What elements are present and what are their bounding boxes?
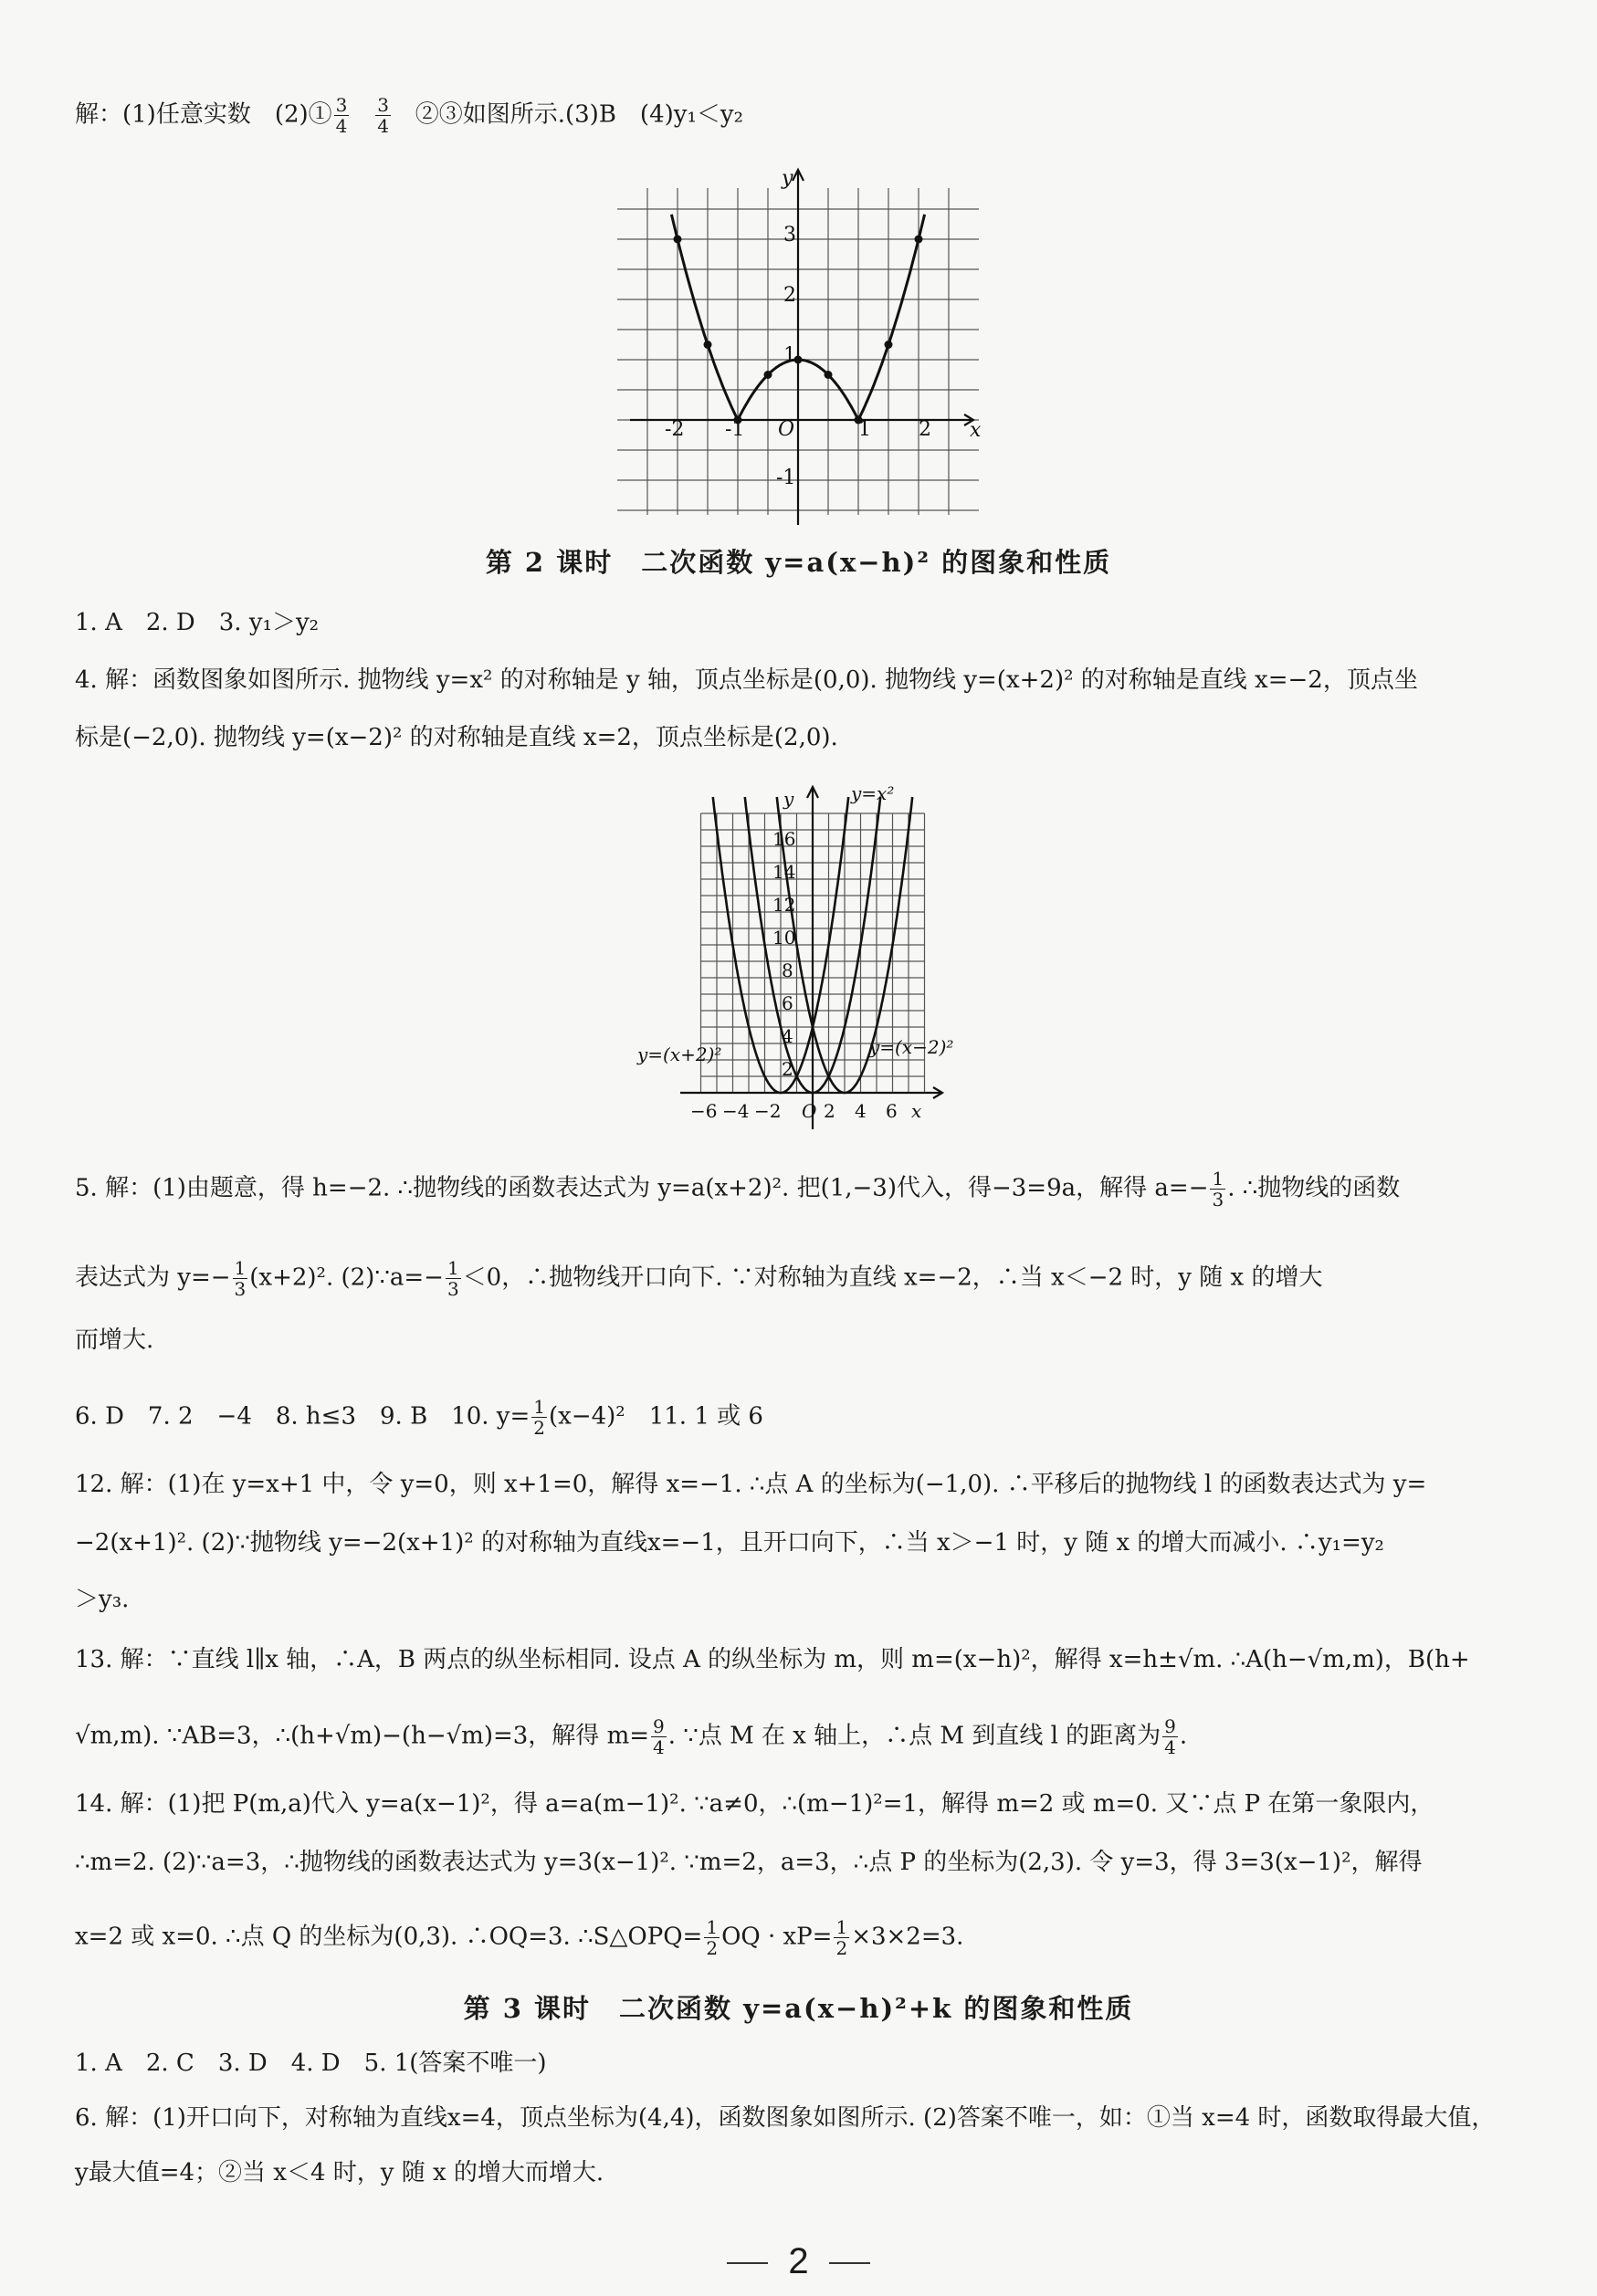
answer-14-line1: 14. 解：(1)把 P(m,a)代入 y=a(x−1)²，得 a=a(m−1)². ∵a≠0，∴(m−1)²=1，解得 m=2 或 m=0. 又∵点 P 在第一象限内， [75,1790,1434,1818]
text: (x+2)². (2)∵a=− [249,1263,444,1292]
text: . [1179,1722,1188,1750]
graph-abs-parabola [612,164,995,529]
text: 5. 解：(1)由题意，得 h=−2. ∴抛物线的函数表达式为 y=a(x+2)². 把(1,−3)代入，得−3=9a，解得 a=− [75,1174,1209,1202]
y-tick: -1 [776,467,796,489]
y-axis-label: y [783,788,794,810]
text: . ∴抛物线的函数 [1227,1174,1401,1202]
text: (x−4)² 11. 1 或 6 [549,1402,763,1431]
x-tick: 1 [858,418,871,441]
answer-6-line2: y最大值=4；②当 x＜4 时，y 随 x 的增大而增大. [75,2159,604,2186]
x-axis-label: x [911,1100,922,1122]
answer-13-line2 [75,1716,1536,1757]
data-point [825,371,833,379]
curve-label-left: y=(x+2)² [637,1043,722,1065]
data-point [674,236,682,244]
answer-4-line2: 标是(−2,0). 抛物线 y=(x−2)² 的对称轴是直线 x=2，顶点坐标是(2,0). [75,724,838,751]
fraction: $\frac{1}{2}$ [533,1396,546,1439]
answer-5-line2 [75,1258,1536,1299]
answer-4-line1: 4. 解：函数图象如图所示. 抛物线 y=x² 的对称轴是 y 轴，顶点坐标是(0,0). 抛物线 y=(x+2)² 的对称轴是直线 x=−2，顶点坐 [75,666,1418,694]
page-number [0,2241,1597,2282]
fraction: $\frac{1}{2}$ [706,1916,719,1959]
y-axis-label: y [782,167,793,190]
curve-label-right: y=(x−2)² [869,1036,954,1058]
answer-14-line2: ∴m=2. (2)∵a=3，∴抛物线的函数表达式为 y=3(x−1)². ∵m=2，a=3，∴点 P 的坐标为(2,3). 令 y=3，得 3=3(x−1)²，解得 [75,1849,1423,1876]
y-tick: 8 [782,959,793,981]
text: ＜0，∴抛物线开口向下. ∵对称轴为直线 x=−2，∴当 x＜−2 时，y 随 x 的增大 [462,1263,1323,1292]
fraction: $\frac{1}{3}$ [1212,1168,1224,1211]
text: OQ · xP= [721,1923,833,1951]
fraction: $\frac{9}{4}$ [653,1715,665,1758]
answers-1-5: 1. A 2. C 3. D 4. D 5. 1(答案不唯一) [75,2050,547,2077]
x-tick: 4 [855,1100,867,1122]
fraction: $\frac{3}{4}$ [377,94,389,137]
origin-label: O [778,418,795,441]
data-point [885,341,893,349]
y-tick: 2 [783,284,796,307]
fraction: $\frac{3}{4}$ [335,94,348,137]
y-tick: 12 [772,894,796,916]
graph-three-parabolas [630,778,995,1134]
answer-13-line1: 13. 解：∵直线 l∥x 轴，∴A，B 两点的纵坐标相同. 设点 A 的纵坐标为 m，则 m=(x−h)²，解得 x=h±√m. ∴A(h−√m,m)，B(h+ [75,1646,1470,1673]
y-tick: 4 [782,1025,793,1047]
curve-label-x2: y=x² [851,782,895,804]
section-title-2: 第 2 课时 二次函数 y=a(x−h)² 的图象和性质 [485,547,1112,578]
y-tick: 10 [772,927,796,949]
answer-14-part1 [75,95,1536,136]
text: √m,m). ∵AB=3，∴(h+√m)−(h−√m)=3，解得 m= [75,1722,650,1750]
text: . ∵点 M 在 x 轴上，∴点 M 到直线 l 的距离为 [667,1722,1161,1750]
x-tick: -1 [725,418,745,441]
y-tick: 1 [783,344,796,367]
fraction: $\frac{1}{3}$ [234,1257,247,1300]
x-tick: 6 [886,1100,898,1122]
answers-6-11 [75,1397,1536,1438]
data-point [915,236,923,244]
text: 表达式为 y=− [75,1263,231,1292]
text: ×3×2=3. [851,1923,964,1951]
answer-5-line1 [75,1169,1536,1210]
answer-14-line3 [75,1917,1536,1958]
answer-12-line3: ＞y₃. [75,1586,130,1613]
answer-12-line2: −2(x+1)². (2)∵抛物线 y=−2(x+1)² 的对称轴为直线x=−1，且开口向下，∴当 x＞−1 时，y 随 x 的增大而减小. ∴y₁=y₂ [75,1529,1384,1557]
origin-label: O [802,1100,817,1122]
x-tick: −4 [722,1100,750,1122]
x-tick: 2 [919,418,931,441]
y-tick: 2 [782,1058,793,1080]
fraction: $\frac{1}{3}$ [447,1257,459,1300]
section-title-3: 第 3 课时 二次函数 y=a(x−h)²+k 的图象和性质 [463,1993,1134,2024]
text: 解：(1)任意实数 (2)① [75,100,332,129]
x-tick: 2 [824,1100,835,1122]
answer-6-line1: 6. 解：(1)开口向下，对称轴为直线x=4，顶点坐标为(4,4)，函数图象如图所示. (2)答案不唯一，如：①当 x=4 时，函数取得最大值， [75,2104,1496,2132]
fraction: $\frac{9}{4}$ [1164,1715,1176,1758]
y-tick: 14 [772,861,796,883]
text: ②③如图所示.(3)B (4)y₁＜y₂ [415,100,743,129]
fraction: $\frac{1}{2}$ [835,1916,848,1959]
answers-1-3: 1. A 2. D 3. y₁＞y₂ [75,609,320,636]
text: x=2 或 x=0. ∴点 Q 的坐标为(0,3). ∴OQ=3. ∴S△OPQ= [75,1923,703,1951]
text: 6. D 7. 2 −4 8. h≤3 9. B 10. y= [75,1402,531,1431]
x-tick: −6 [690,1100,718,1122]
x-tick: -2 [665,418,685,441]
x-tick: −2 [754,1100,782,1122]
answer-12-line1: 12. 解：(1)在 y=x+1 中，令 y=0，则 x+1=0，解得 x=−1. ∴点 A 的坐标为(−1,0). ∴平移后的抛物线 l 的函数表达式为 y= [75,1471,1427,1498]
y-tick: 6 [782,992,793,1014]
y-tick: 16 [772,828,796,850]
data-point [764,371,772,379]
y-tick: 3 [783,224,796,246]
answer-5-line3: 而增大. [75,1326,154,1354]
data-point [704,341,712,349]
x-axis-label: x [970,419,982,442]
page-number-text: 2 [788,2241,809,2281]
